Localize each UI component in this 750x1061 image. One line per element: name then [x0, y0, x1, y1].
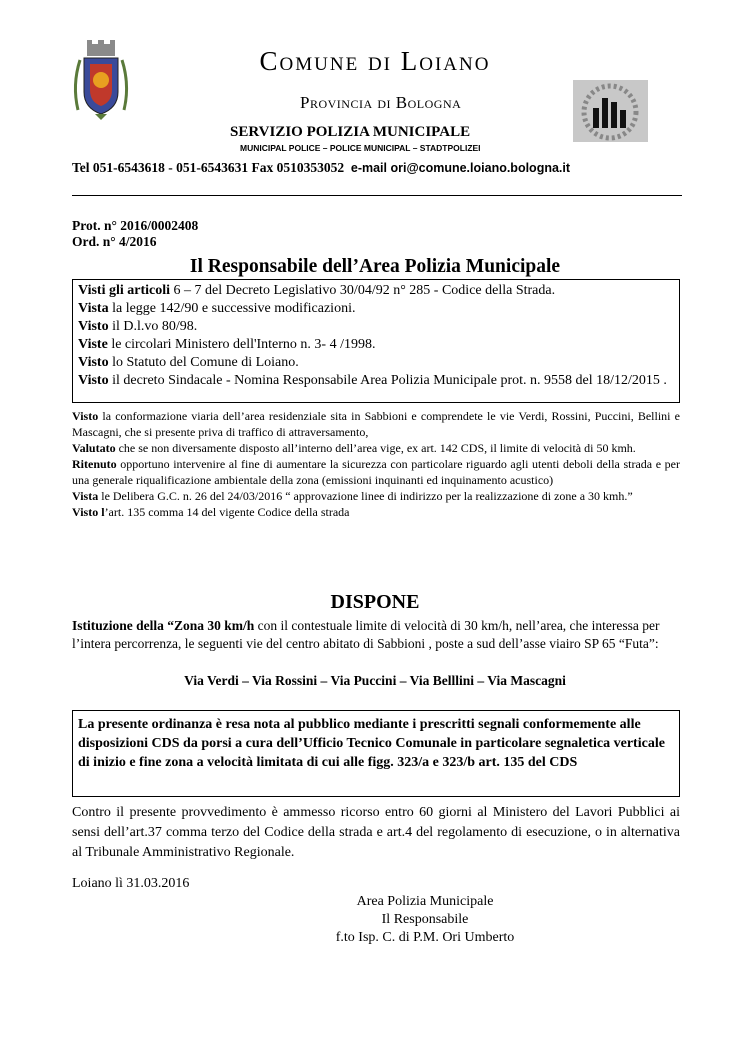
email: e-mail ori@comune.loiano.bologna.it [350, 161, 571, 175]
visti-line: Visto il decreto Sindacale - Nomina Responsabile Area Polizia Municipale prot. n. 9558 del 18/12/2015 . [78, 373, 667, 388]
service-translations: MUNICIPAL POLICE – POLICE MUNICIPAL – STADTPOLIZEI [240, 143, 481, 153]
contact-line [72, 160, 570, 176]
phone-fax: Tel 051-6543618 - 051-6543631 Fax 0510353052 [72, 160, 345, 175]
consideration-item: Vista le Delibera G.C. n. 26 del 24/03/2016 “ approvazione linee di indirizzo per la realizzazione di zone a 30 kmh.” [72, 489, 633, 503]
visti-line: Visto lo Statuto del Comune di Loiano. [78, 355, 299, 370]
service-name: SERVIZIO POLIZIA MUNICIPALE [230, 124, 471, 140]
consideration-item: Ritenuto opportuno intervenire al fine di aumentare la sicurezza con particolare riguardo agli utenti deboli della strada e per una generale riqualificazione ambientale della zona (emissioni inquinanti ed inquinamento acustico) [72, 457, 680, 487]
date-place: Loiano lì 31.03.2016 [72, 876, 190, 891]
considerations [72, 408, 680, 520]
document-title: Il Responsabile dell’Area Polizia Municipale [189, 256, 561, 277]
dispone-heading: DISPONE [330, 591, 420, 613]
notice-box: La presente ordinanza è resa nota al pubblico mediante i prescritti segnali conformemente alle disposizioni CDS da porsi a cura dell’Ufficio Tecnico Comunale in particolare segnaletica verticale di inizio e fine zona a velocità limitata di cui alle figg. 323/a e 323/b art. 135 del CDS [72, 710, 680, 797]
appeal-paragraph: Contro il presente provvedimento è ammesso ricorso entro 60 giorni al Ministero del Lavori Pubblici ai sensi dell’art.37 comma terzo del Codice della strada e art.4 del regolamento di esecuzione, o in alternativa al Tribunale Amministrativo Regionale. [72, 805, 680, 860]
visti-line: Viste le circolari Ministero dell'Interno n. 3- 4 /1998. [78, 337, 376, 352]
visti-line: Vista la legge 142/90 e successive modificazioni. [78, 301, 356, 316]
visti-box [72, 279, 680, 403]
visti-line: Visti gli articoli 6 – 7 del Decreto Legislativo 30/04/92 n° 285 - Codice della Strada. [78, 283, 556, 298]
header-divider [72, 195, 682, 196]
protocol-number: Prot. n° 2016/0002408 [72, 218, 199, 233]
consideration-item: Valutato che se non diversamente disposto all’interno dell’area vige, ex art. 142 CDS, il limite di velocità di 50 kmh. [72, 441, 636, 455]
signature-office: Area Polizia Municipale [356, 894, 494, 909]
police-logo-icon [573, 80, 648, 142]
signature-role: Il Responsabile [381, 912, 469, 927]
ordinance-number: Ord. n° 4/2016 [72, 234, 157, 249]
streets-list: Via Verdi – Via Rossini – Via Puccini – Via Belllini – Via Mascagni [184, 673, 566, 688]
signature-name: f.to Isp. C. di P.M. Ori Umberto [335, 930, 515, 945]
consideration-item: Visto l’art. 135 comma 14 del vigente Codice della strada [72, 505, 350, 519]
consideration-item: Visto la conformazione viaria dell’area residenziale sita in Sabbioni e comprendete le vie Verdi, Rossini, Puccini, Bellini e Mascagni, che si presente priva di traffico di attraversamento, [72, 409, 680, 439]
visti-line: Visto il D.l.vo 80/98. [78, 319, 198, 334]
province-name: Provincia di Bologna [300, 93, 462, 112]
istituzione-paragraph: Istituzione della “Zona 30 km/h con il contestuale limite di velocità di 30 km/h, nell’area, che interessa per l’intera percorrenza, le seguenti vie del centro abitato di Sabbioni , poste a sud dell’asse viairo SP 65 “Futa”: [72, 618, 660, 651]
protocol-block [72, 218, 198, 250]
signature-block [300, 893, 550, 947]
town-name: Comune di Loiano [259, 46, 491, 76]
